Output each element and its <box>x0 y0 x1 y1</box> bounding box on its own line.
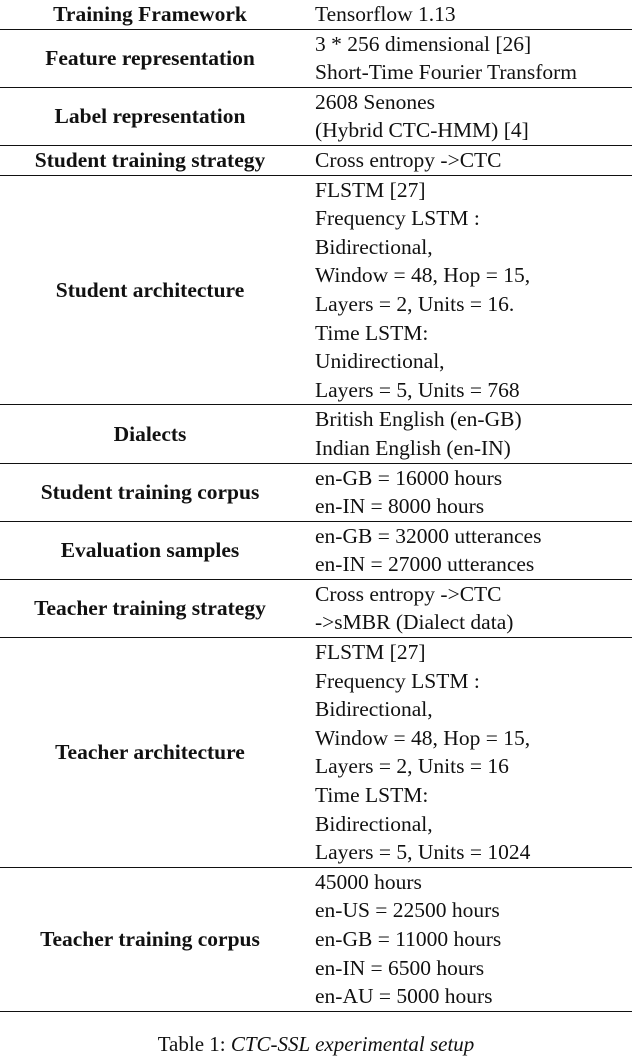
row-parameter-value <box>300 463 632 521</box>
value-line: en-GB = 11000 hours <box>315 927 502 951</box>
row-parameter-name: Student architecture <box>0 175 300 405</box>
table-row <box>0 463 632 521</box>
caption-title: CTC-SSL experimental setup <box>230 1032 475 1056</box>
value-line: en-GB = 32000 utterances <box>315 523 542 548</box>
table-row <box>0 0 632 29</box>
row-parameter-value <box>300 0 632 29</box>
value-line: Layers = 2, Units = 16. <box>315 291 515 316</box>
value-line: Cross entropy ->CTC <box>315 581 502 606</box>
value-line: Indian English (en-IN) <box>315 435 511 460</box>
value-line: FLSTM [27] <box>315 640 426 665</box>
table-row <box>0 87 632 145</box>
value-line: FLSTM [27] <box>315 177 426 202</box>
row-parameter-value <box>300 521 632 579</box>
table-caption <box>0 1030 632 1058</box>
value-line: 45000 hours <box>315 869 422 894</box>
value-line: Layers = 5, Units = 1024 <box>315 840 531 865</box>
row-parameter-name: Label representation <box>0 87 300 145</box>
row-parameter-value <box>300 405 632 463</box>
value-line: en-IN = 6500 hours <box>315 955 485 980</box>
table-row <box>0 521 632 579</box>
table-row <box>0 405 632 463</box>
row-parameter-name: Teacher training strategy <box>0 579 300 637</box>
value-line: ->sMBR (Dialect data) <box>315 610 514 635</box>
row-parameter-value <box>300 29 632 87</box>
value-line: Window = 48, Hop = 15, <box>315 725 531 750</box>
table-row <box>0 638 632 868</box>
table-row <box>0 175 632 405</box>
row-parameter-name: Teacher architecture <box>0 638 300 868</box>
row-parameter-value <box>300 87 632 145</box>
value-line: (Hybrid CTC-HMM) [4] <box>315 118 529 143</box>
value-line: Layers = 2, Units = 16 <box>315 754 509 779</box>
value-line: Layers = 5, Units = 768 <box>315 377 520 402</box>
table-row <box>0 867 632 1011</box>
row-parameter-name: Teacher training corpus <box>0 867 300 1011</box>
value-line: Frequency LSTM : <box>315 668 480 693</box>
row-parameter-name: Training Framework <box>53 2 247 26</box>
row-parameter-value <box>300 579 632 637</box>
value-line: en-GB = 16000 hours <box>315 465 503 490</box>
row-parameter-name: Dialects <box>0 405 300 463</box>
row-parameter-name: Student training corpus <box>0 463 300 521</box>
value-line: en-US = 22500 hours <box>315 898 500 923</box>
row-parameter-value <box>300 145 632 175</box>
value-line: en-IN = 8000 hours <box>315 494 485 519</box>
row-parameter-name: Feature representation <box>0 29 300 87</box>
value-line: Unidirectional, <box>315 349 445 374</box>
value-line: Time LSTM: <box>315 783 429 808</box>
value-line: British English (en-GB) <box>315 407 522 432</box>
value-line: Bidirectional, <box>315 811 433 836</box>
table-row <box>0 29 632 87</box>
value-line: Bidirectional, <box>315 234 433 259</box>
value-line: Tensorflow 1.13 <box>315 2 456 26</box>
row-parameter-value <box>300 638 632 868</box>
row-parameter-value <box>300 867 632 1011</box>
value-line: Time LSTM: <box>315 320 429 345</box>
row-parameter-name: Student training strategy <box>0 145 300 175</box>
value-line: 3 * 256 dimensional [26] <box>315 31 532 56</box>
row-parameter-value <box>300 175 632 405</box>
value-line: 2608 Senones <box>315 89 436 114</box>
caption-label: Table 1: <box>157 1032 226 1056</box>
table-row <box>0 579 632 637</box>
value-line: Frequency LSTM : <box>315 206 480 231</box>
value-line: Window = 48, Hop = 15, <box>315 263 531 288</box>
value-line: en-AU = 5000 hours <box>315 984 493 1009</box>
value-line: Bidirectional, <box>315 697 433 722</box>
table-row <box>0 145 632 175</box>
value-line: Short-Time Fourier Transform <box>315 60 578 85</box>
value-line: en-IN = 27000 utterances <box>315 552 535 577</box>
value-line: Cross entropy ->CTC <box>315 147 502 172</box>
row-parameter-name: Evaluation samples <box>0 521 300 579</box>
